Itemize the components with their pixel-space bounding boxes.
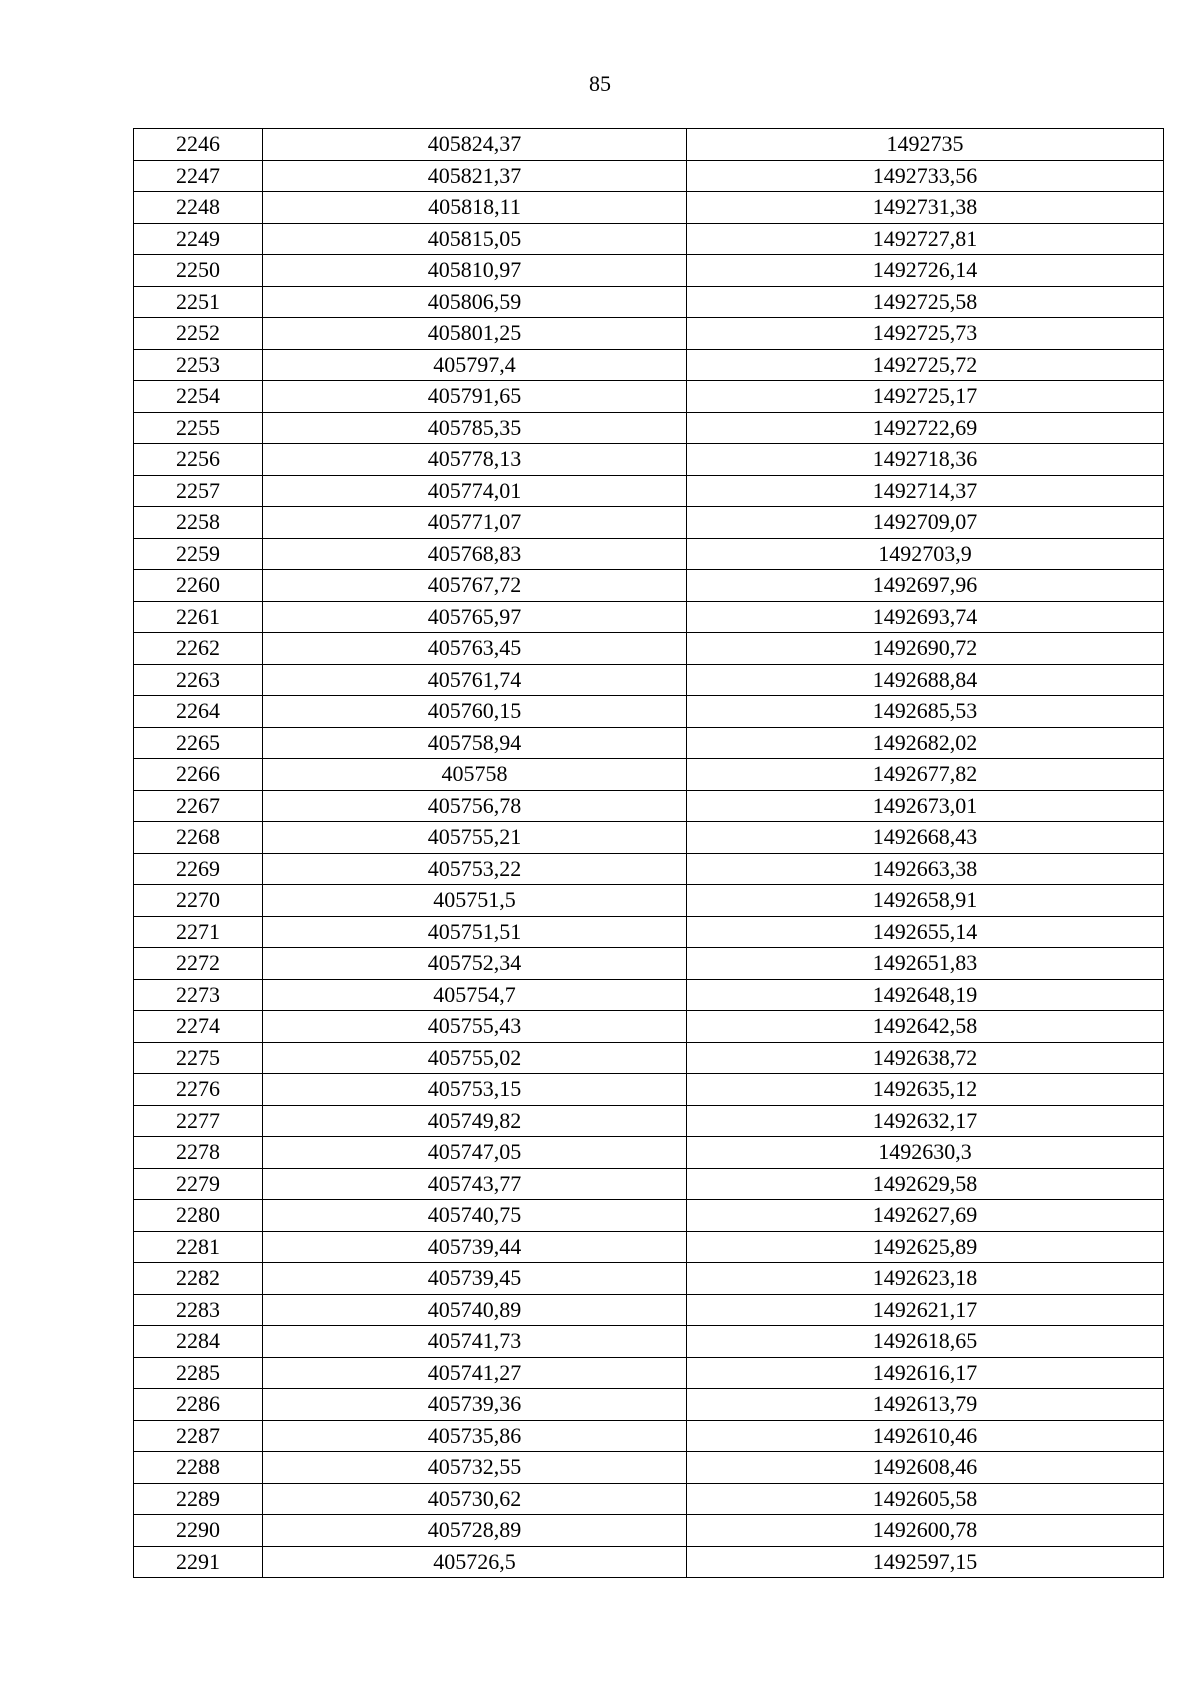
table-row	[134, 759, 1164, 791]
table-row	[134, 1137, 1164, 1169]
y-coordinate-cell: 1492668,43	[687, 822, 1164, 854]
x-coordinate-cell: 405743,77	[263, 1168, 687, 1200]
y-coordinate-cell: 1492690,72	[687, 633, 1164, 665]
point-number-cell: 2289	[134, 1483, 263, 1515]
y-coordinate-cell: 1492613,79	[687, 1389, 1164, 1421]
y-coordinate-cell: 1492726,14	[687, 255, 1164, 287]
table-row	[134, 1389, 1164, 1421]
x-coordinate-cell: 405740,89	[263, 1294, 687, 1326]
point-number-cell: 2257	[134, 475, 263, 507]
point-number-cell: 2288	[134, 1452, 263, 1484]
table-row	[134, 538, 1164, 570]
y-coordinate-cell: 1492688,84	[687, 664, 1164, 696]
coordinates-table-body	[134, 129, 1164, 1578]
point-number-cell: 2270	[134, 885, 263, 917]
x-coordinate-cell: 405785,35	[263, 412, 687, 444]
table-row	[134, 412, 1164, 444]
table-row	[134, 160, 1164, 192]
point-number-cell: 2261	[134, 601, 263, 633]
y-coordinate-cell: 1492651,83	[687, 948, 1164, 980]
point-number-cell: 2287	[134, 1420, 263, 1452]
point-number-cell: 2284	[134, 1326, 263, 1358]
y-coordinate-cell: 1492648,19	[687, 979, 1164, 1011]
x-coordinate-cell: 405810,97	[263, 255, 687, 287]
x-coordinate-cell: 405824,37	[263, 129, 687, 161]
point-number-cell: 2249	[134, 223, 263, 255]
x-coordinate-cell: 405732,55	[263, 1452, 687, 1484]
y-coordinate-cell: 1492638,72	[687, 1042, 1164, 1074]
table-row	[134, 633, 1164, 665]
point-number-cell: 2272	[134, 948, 263, 980]
table-row	[134, 286, 1164, 318]
table-row	[134, 885, 1164, 917]
table-row	[134, 1420, 1164, 1452]
point-number-cell: 2250	[134, 255, 263, 287]
table-row	[134, 1042, 1164, 1074]
point-number-cell: 2281	[134, 1231, 263, 1263]
x-coordinate-cell: 405768,83	[263, 538, 687, 570]
y-coordinate-cell: 1492663,38	[687, 853, 1164, 885]
point-number-cell: 2252	[134, 318, 263, 350]
y-coordinate-cell: 1492610,46	[687, 1420, 1164, 1452]
x-coordinate-cell: 405741,27	[263, 1357, 687, 1389]
x-coordinate-cell: 405741,73	[263, 1326, 687, 1358]
y-coordinate-cell: 1492733,56	[687, 160, 1164, 192]
point-number-cell: 2268	[134, 822, 263, 854]
y-coordinate-cell: 1492725,72	[687, 349, 1164, 381]
point-number-cell: 2254	[134, 381, 263, 413]
point-number-cell: 2282	[134, 1263, 263, 1295]
table-row	[134, 790, 1164, 822]
x-coordinate-cell: 405747,05	[263, 1137, 687, 1169]
x-coordinate-cell: 405754,7	[263, 979, 687, 1011]
y-coordinate-cell: 1492697,96	[687, 570, 1164, 602]
table-row	[134, 1546, 1164, 1578]
point-number-cell: 2263	[134, 664, 263, 696]
y-coordinate-cell: 1492718,36	[687, 444, 1164, 476]
x-coordinate-cell: 405801,25	[263, 318, 687, 350]
x-coordinate-cell: 405758	[263, 759, 687, 791]
x-coordinate-cell: 405756,78	[263, 790, 687, 822]
point-number-cell: 2283	[134, 1294, 263, 1326]
x-coordinate-cell: 405767,72	[263, 570, 687, 602]
x-coordinate-cell: 405771,07	[263, 507, 687, 539]
point-number-cell: 2276	[134, 1074, 263, 1106]
y-coordinate-cell: 1492658,91	[687, 885, 1164, 917]
x-coordinate-cell: 405728,89	[263, 1515, 687, 1547]
table-row	[134, 570, 1164, 602]
x-coordinate-cell: 405726,5	[263, 1546, 687, 1578]
y-coordinate-cell: 1492722,69	[687, 412, 1164, 444]
point-number-cell: 2253	[134, 349, 263, 381]
x-coordinate-cell: 405774,01	[263, 475, 687, 507]
table-row	[134, 223, 1164, 255]
y-coordinate-cell: 1492709,07	[687, 507, 1164, 539]
table-row	[134, 475, 1164, 507]
x-coordinate-cell: 405755,02	[263, 1042, 687, 1074]
point-number-cell: 2251	[134, 286, 263, 318]
table-row	[134, 822, 1164, 854]
y-coordinate-cell: 1492693,74	[687, 601, 1164, 633]
y-coordinate-cell: 1492630,3	[687, 1137, 1164, 1169]
point-number-cell: 2267	[134, 790, 263, 822]
table-row	[134, 1200, 1164, 1232]
x-coordinate-cell: 405821,37	[263, 160, 687, 192]
point-number-cell: 2275	[134, 1042, 263, 1074]
y-coordinate-cell: 1492682,02	[687, 727, 1164, 759]
y-coordinate-cell: 1492625,89	[687, 1231, 1164, 1263]
table-row	[134, 1168, 1164, 1200]
y-coordinate-cell: 1492605,58	[687, 1483, 1164, 1515]
y-coordinate-cell: 1492714,37	[687, 475, 1164, 507]
point-number-cell: 2269	[134, 853, 263, 885]
point-number-cell: 2258	[134, 507, 263, 539]
table-row	[134, 948, 1164, 980]
point-number-cell: 2259	[134, 538, 263, 570]
point-number-cell: 2247	[134, 160, 263, 192]
y-coordinate-cell: 1492655,14	[687, 916, 1164, 948]
point-number-cell: 2279	[134, 1168, 263, 1200]
y-coordinate-cell: 1492608,46	[687, 1452, 1164, 1484]
table-row	[134, 664, 1164, 696]
point-number-cell: 2285	[134, 1357, 263, 1389]
x-coordinate-cell: 405797,4	[263, 349, 687, 381]
table-row	[134, 1357, 1164, 1389]
page-number: 85	[589, 71, 611, 96]
point-number-cell: 2274	[134, 1011, 263, 1043]
point-number-cell: 2265	[134, 727, 263, 759]
table-row	[134, 853, 1164, 885]
point-number-cell: 2255	[134, 412, 263, 444]
table-row	[134, 349, 1164, 381]
y-coordinate-cell: 1492627,69	[687, 1200, 1164, 1232]
point-number-cell: 2280	[134, 1200, 263, 1232]
table-row	[134, 1483, 1164, 1515]
table-row	[134, 1011, 1164, 1043]
table-row	[134, 318, 1164, 350]
y-coordinate-cell: 1492725,17	[687, 381, 1164, 413]
y-coordinate-cell: 1492727,81	[687, 223, 1164, 255]
table-row	[134, 444, 1164, 476]
table-row	[134, 1105, 1164, 1137]
y-coordinate-cell: 1492673,01	[687, 790, 1164, 822]
x-coordinate-cell: 405791,65	[263, 381, 687, 413]
x-coordinate-cell: 405730,62	[263, 1483, 687, 1515]
table-row	[134, 696, 1164, 728]
x-coordinate-cell: 405761,74	[263, 664, 687, 696]
y-coordinate-cell: 1492618,65	[687, 1326, 1164, 1358]
table-row	[134, 1294, 1164, 1326]
y-coordinate-cell: 1492635,12	[687, 1074, 1164, 1106]
y-coordinate-cell: 1492703,9	[687, 538, 1164, 570]
point-number-cell: 2260	[134, 570, 263, 602]
x-coordinate-cell: 405818,11	[263, 192, 687, 224]
x-coordinate-cell: 405760,15	[263, 696, 687, 728]
table-row	[134, 979, 1164, 1011]
x-coordinate-cell: 405751,51	[263, 916, 687, 948]
table-row	[134, 1074, 1164, 1106]
point-number-cell: 2278	[134, 1137, 263, 1169]
y-coordinate-cell: 1492629,58	[687, 1168, 1164, 1200]
table-row	[134, 727, 1164, 759]
y-coordinate-cell: 1492725,58	[687, 286, 1164, 318]
x-coordinate-cell: 405806,59	[263, 286, 687, 318]
y-coordinate-cell: 1492685,53	[687, 696, 1164, 728]
table-row	[134, 1452, 1164, 1484]
x-coordinate-cell: 405755,43	[263, 1011, 687, 1043]
x-coordinate-cell: 405751,5	[263, 885, 687, 917]
x-coordinate-cell: 405765,97	[263, 601, 687, 633]
table-row	[134, 507, 1164, 539]
table-row	[134, 129, 1164, 161]
point-number-cell: 2291	[134, 1546, 263, 1578]
x-coordinate-cell: 405740,75	[263, 1200, 687, 1232]
point-number-cell: 2266	[134, 759, 263, 791]
y-coordinate-cell: 1492642,58	[687, 1011, 1164, 1043]
y-coordinate-cell: 1492597,15	[687, 1546, 1164, 1578]
table-row	[134, 192, 1164, 224]
table-row	[134, 1263, 1164, 1295]
y-coordinate-cell: 1492731,38	[687, 192, 1164, 224]
table-row	[134, 916, 1164, 948]
point-number-cell: 2248	[134, 192, 263, 224]
y-coordinate-cell: 1492677,82	[687, 759, 1164, 791]
point-number-cell: 2273	[134, 979, 263, 1011]
point-number-cell: 2246	[134, 129, 263, 161]
table-row	[134, 1326, 1164, 1358]
point-number-cell: 2290	[134, 1515, 263, 1547]
point-number-cell: 2271	[134, 916, 263, 948]
y-coordinate-cell: 1492616,17	[687, 1357, 1164, 1389]
x-coordinate-cell: 405735,86	[263, 1420, 687, 1452]
x-coordinate-cell: 405753,22	[263, 853, 687, 885]
point-number-cell: 2256	[134, 444, 263, 476]
y-coordinate-cell: 1492623,18	[687, 1263, 1164, 1295]
x-coordinate-cell: 405739,44	[263, 1231, 687, 1263]
point-number-cell: 2286	[134, 1389, 263, 1421]
point-number-cell: 2262	[134, 633, 263, 665]
y-coordinate-cell: 1492725,73	[687, 318, 1164, 350]
y-coordinate-cell: 1492621,17	[687, 1294, 1164, 1326]
x-coordinate-cell: 405749,82	[263, 1105, 687, 1137]
point-number-cell: 2264	[134, 696, 263, 728]
table-row	[134, 255, 1164, 287]
x-coordinate-cell: 405752,34	[263, 948, 687, 980]
x-coordinate-cell: 405778,13	[263, 444, 687, 476]
x-coordinate-cell: 405763,45	[263, 633, 687, 665]
x-coordinate-cell: 405758,94	[263, 727, 687, 759]
coordinates-table	[133, 128, 1164, 1578]
x-coordinate-cell: 405753,15	[263, 1074, 687, 1106]
x-coordinate-cell: 405755,21	[263, 822, 687, 854]
point-number-cell: 2277	[134, 1105, 263, 1137]
y-coordinate-cell: 1492735	[687, 129, 1164, 161]
x-coordinate-cell: 405739,36	[263, 1389, 687, 1421]
x-coordinate-cell: 405739,45	[263, 1263, 687, 1295]
table-row	[134, 1231, 1164, 1263]
table-row	[134, 1515, 1164, 1547]
x-coordinate-cell: 405815,05	[263, 223, 687, 255]
y-coordinate-cell: 1492600,78	[687, 1515, 1164, 1547]
table-row	[134, 381, 1164, 413]
table-row	[134, 601, 1164, 633]
y-coordinate-cell: 1492632,17	[687, 1105, 1164, 1137]
